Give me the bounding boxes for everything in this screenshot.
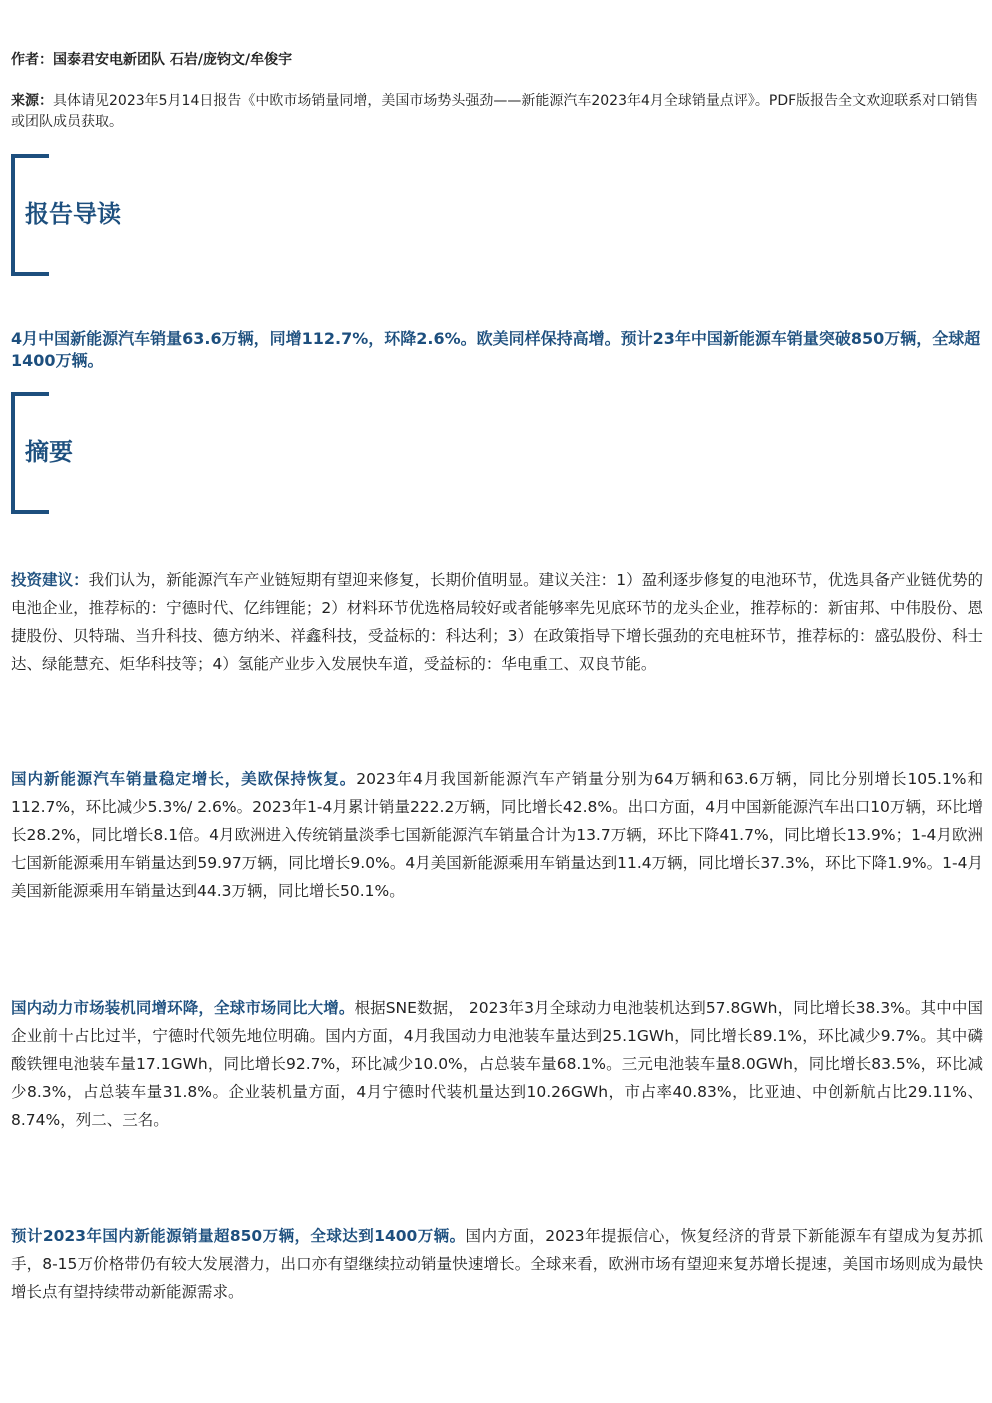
paragraph-investment-advice	[11, 566, 983, 678]
author-value: 国泰君安电新团队 石岩/庞钧文/牟俊宇	[53, 52, 293, 68]
author-line	[11, 50, 292, 71]
paragraph-highlight: 预计2023年国内新能源销量超850万辆，全球达到1400万辆。	[11, 1227, 466, 1245]
section-header-summary	[11, 392, 73, 510]
paragraph-highlight: 投资建议：	[11, 571, 89, 589]
lead-summary: 4月中国新能源汽车销量63.6万辆，同增112.7%，环降2.6%。欧美同样保持高增。预计23年中国新能源车销量突破850万辆，全球超1400万辆。	[11, 329, 981, 370]
paragraph-text: 根据SNE数据， 2023年3月全球动力电池装机达到57.8GWh，同比增长38.3%。其中中国企业前十占比过半，宁德时代领先地位明确。国内方面，4月我国动力电池装车量达到25.1GWh，同比增长89.1%，环比减少9.7%。其中磷酸铁锂电池装车量17.1GWh，同比增长92.7%，环比减少10.0%，占总装车量68.1%。三元电池装车量8.0GWh，同比增长83.5%，环比减少8.3%，占总装车量31.8%。企业装机量方面，4月宁德时代装机量达到10.26GWh，市占率40.83%，比亚迪、中创新航占比29.11%、8.74%，列二、三名。	[11, 999, 983, 1129]
paragraph-battery-installation	[11, 994, 983, 1134]
paragraph-text: 2023年4月我国新能源汽车产销量分别为64万辆和63.6万辆，同比分别增长105.1%和112.7%，环比减少5.3%/ 2.6%。2023年1-4月累计销量222.2万辆，同比增长42.8%。出口方面，4月中国新能源汽车出口10万辆，环比增长28.2%，同比增长8.1倍。4月欧洲进入传统销量淡季七国新能源汽车销量合计为13.7万辆，环比下降41.7%，同比增长13.9%；1-4月欧洲七国新能源乘用车销量达到59.97万辆，同比增长9.0%。4月美国新能源乘用车销量达到11.4万辆，同比增长37.3%，环比下降1.9%。1-4月美国新能源乘用车销量达到44.3万辆，同比增长50.1%。	[11, 770, 983, 900]
source-line	[11, 91, 983, 133]
section-title-guide: 报告导读	[25, 200, 121, 228]
source-value: 具体请见2023年5月14日报告《中欧市场销量同增，美国市场势头强劲——新能源汽车2023年4月全球销量点评》。PDF版报告全文欢迎联系对口销售或团队成员获取。	[11, 93, 979, 130]
section-header-guide	[11, 154, 121, 272]
paragraph-text: 我们认为，新能源汽车产业链短期有望迎来修复，长期价值明显。建议关注：1）盈利逐步修复的电池环节，优选具备产业链优势的电池企业，推荐标的：宁德时代、亿纬锂能；2）材料环节优选格局较好或者能够率先见底环节的龙头企业，推荐标的：新宙邦、中伟股份、恩捷股份、贝特瑞、当升科技、德方纳米、祥鑫科技，受益标的：科达利；3）在政策指导下增长强劲的充电桩环节，推荐标的：盛弘股份、科士达、绿能慧充、炬华科技等；4）氢能产业步入发展快车道，受益标的：华电重工、双良节能。	[11, 571, 983, 673]
section-title-summary: 摘要	[25, 438, 73, 466]
author-label: 作者：	[11, 52, 53, 68]
paragraph-highlight: 国内新能源汽车销量稳定增长，美欧保持恢复。	[11, 770, 357, 788]
paragraph-domestic-sales	[11, 765, 983, 905]
paragraph-text: 国内方面，2023年提振信心，恢复经济的背景下新能源车有望成为复苏抓手，8-15万价格带仍有较大发展潜力，出口亦有望继续拉动销量快速增长。全球来看，欧洲市场有望迎来复苏增长提速，美国市场则成为最快增长点有望持续带动新能源需求。	[11, 1227, 983, 1301]
paragraph-forecast	[11, 1222, 983, 1306]
source-label: 来源：	[11, 93, 53, 109]
paragraph-highlight: 国内动力市场装机同增环降，全球市场同比大增。	[11, 999, 355, 1017]
